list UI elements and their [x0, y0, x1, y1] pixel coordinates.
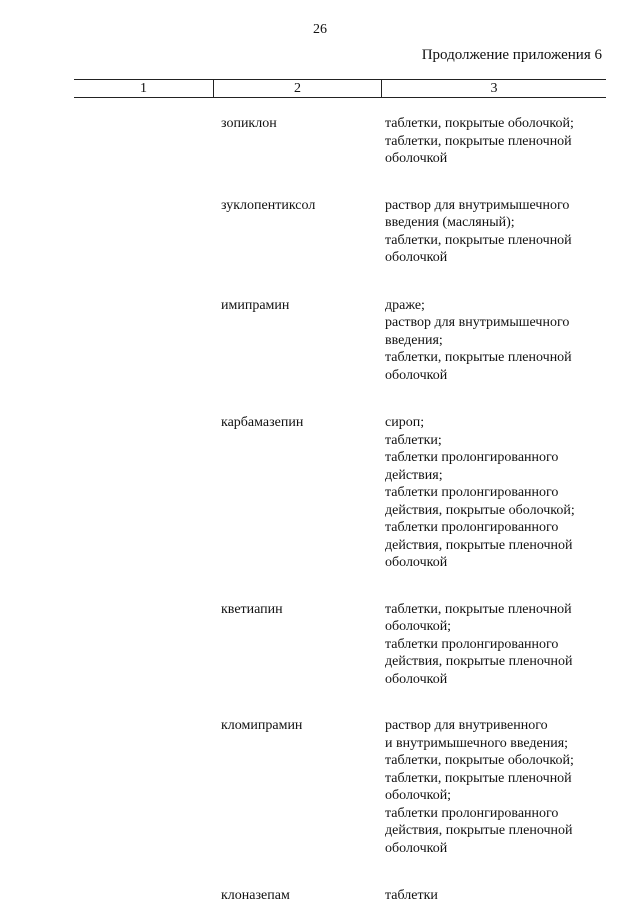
- dosage-form-line: таблетки пролонгированного: [385, 520, 559, 535]
- dosage-form-line: таблетки, покрытые оболочкой;: [385, 753, 574, 768]
- dosage-forms: [385, 717, 605, 857]
- drug-name: имипрамин: [221, 297, 290, 313]
- dosage-forms: [385, 601, 605, 689]
- dosage-form-line: введения (масляный);: [385, 215, 515, 230]
- dosage-form-line: раствор для внутримышечного: [385, 197, 570, 213]
- drug-name: клоназепам: [221, 888, 290, 903]
- dosage-form-line: таблетки пролонгированного: [385, 636, 559, 652]
- dosage-forms: [385, 887, 605, 905]
- drug-name: кветиапин: [221, 601, 283, 617]
- dosage-form-line: сироп;: [385, 415, 425, 430]
- table-body: [0, 115, 640, 905]
- table-column-header: [74, 79, 606, 98]
- table-row: [0, 601, 640, 689]
- table-row: [0, 197, 640, 267]
- dosage-form-line: драже;: [385, 297, 425, 313]
- dosage-form-line: таблетки пролонгированного: [385, 485, 559, 500]
- dosage-forms: [385, 297, 605, 385]
- dosage-form-line: таблетки;: [385, 432, 442, 448]
- dosage-form-line: оболочкой: [385, 671, 448, 687]
- table-row: [0, 887, 640, 905]
- drug-name: зопиклон: [221, 116, 277, 131]
- table-row: [0, 414, 640, 572]
- page-number: 26: [313, 22, 327, 37]
- dosage-form-line: оболочкой: [385, 151, 448, 166]
- dosage-form-line: действия, покрытые пленочной: [385, 537, 573, 553]
- dosage-form-line: таблетки, покрытые пленочной: [385, 232, 572, 248]
- dosage-form-line: оболочкой;: [385, 788, 452, 803]
- table-row: [0, 297, 640, 385]
- dosage-form-line: таблетки пролонгированного: [385, 805, 559, 821]
- dosage-form-line: действия, покрытые пленочной: [385, 823, 573, 838]
- column-header-2: 2: [214, 80, 382, 97]
- dosage-form-line: таблетки, покрытые пленочной: [385, 350, 572, 365]
- dosage-form-line: оболочкой;: [385, 619, 452, 634]
- dosage-form-line: таблетки: [385, 888, 438, 903]
- dosage-forms: [385, 115, 605, 168]
- dosage-forms: [385, 414, 605, 572]
- dosage-form-line: действия;: [385, 467, 443, 483]
- dosage-form-line: таблетки, покрытые оболочкой;: [385, 116, 574, 131]
- drug-name: карбамазепин: [221, 415, 304, 430]
- continuation-title: Продолжение приложения 6: [421, 47, 602, 63]
- dosage-form-line: оболочкой: [385, 367, 448, 383]
- table-row: [0, 115, 640, 168]
- column-header-3: 3: [490, 81, 498, 96]
- drug-name: зуклопентиксол: [221, 197, 316, 213]
- dosage-form-line: раствор для внутримышечного: [385, 315, 570, 330]
- dosage-form-line: таблетки, покрытые пленочной: [385, 601, 572, 617]
- dosage-form-line: таблетки, покрытые пленочной: [385, 770, 572, 786]
- dosage-form-line: оболочкой: [385, 250, 448, 265]
- dosage-form-line: оболочкой: [385, 555, 448, 570]
- drug-name: кломипрамин: [221, 718, 303, 733]
- dosage-form-line: раствор для внутривенного: [385, 718, 548, 733]
- column-header-1: 1: [74, 80, 214, 97]
- table-row: [0, 717, 640, 857]
- dosage-form-line: действия, покрытые оболочкой;: [385, 502, 575, 518]
- dosage-forms: [385, 197, 605, 267]
- dosage-form-line: и внутримышечного введения;: [385, 735, 569, 751]
- dosage-form-line: таблетки пролонгированного: [385, 450, 559, 465]
- dosage-form-line: оболочкой: [385, 840, 448, 856]
- dosage-form-line: таблетки, покрытые пленочной: [385, 133, 572, 149]
- dosage-form-line: введения;: [385, 332, 443, 348]
- dosage-form-line: действия, покрытые пленочной: [385, 654, 573, 669]
